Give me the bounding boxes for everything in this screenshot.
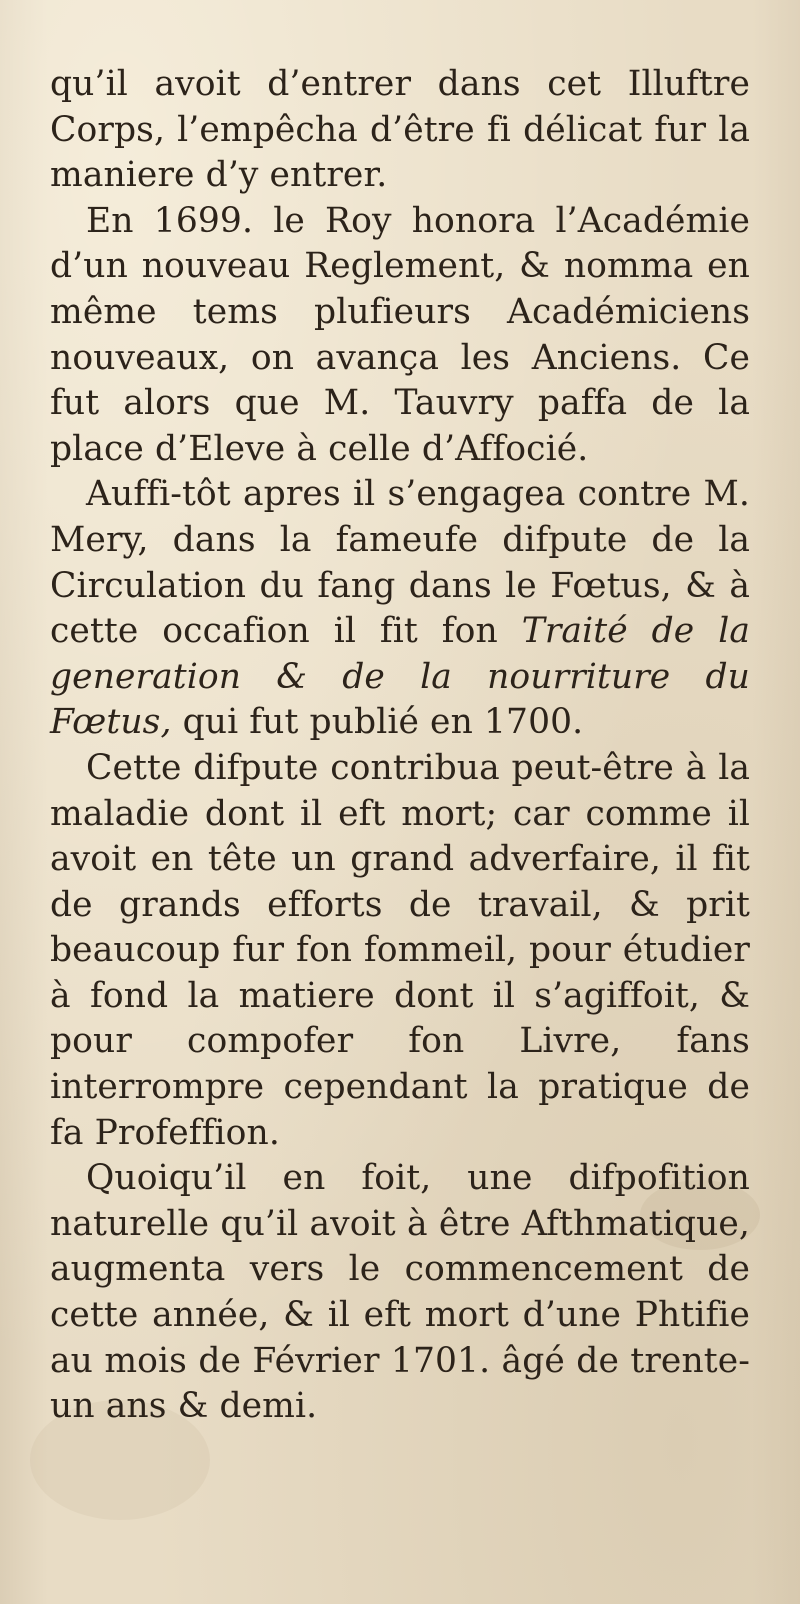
paragraph-1-text: qu’il avoit d’entrer dans cet Illuftre Corps, l’empêcha d’être fi délicat fur la maniere d’y entrer. <box>50 64 750 196</box>
paragraph-3-text-before: Auffi-tôt apres il s’engagea contre M. Mery, dans la fameufe difpute de la Circulation du fang dans le Fœtus, & à cette occafion il fit fon <box>50 474 750 652</box>
paragraph-5-text: Quoiqu’il en foit, une difpofition naturelle qu’il avoit à être Afthmatique, augmenta vers le commencement de cette année, & il eft mort d’une Phtifie au mois de Février 1701. âgé de trente-un ans & demi. <box>50 1158 750 1427</box>
paragraph-2-text: En 1699. le Roy honora l’Académie d’un nouveau Reglement, & nomma en même tems plufieurs Académiciens nouveaux, on avança les Anciens. Ce fut alors que M. Tauvry paffa de la place d’Eleve à celle d’Affocié. <box>50 200 750 469</box>
paragraph-3 <box>50 472 750 746</box>
paragraph-2 <box>50 199 750 473</box>
paragraph-4-text: Cette difpute contribua peut-être à la maladie dont il eft mort; car comme il avoit en tête un grand adverfaire, il fit de grands efforts de travail, & prit beaucoup fur fon fommeil, pour étudier à fond la matiere dont il s’agiffoit, & pour compofer fon Livre, fans interrompre cependant la pratique de fa Profeffion. <box>50 747 750 1153</box>
paragraph-3-text-after: qui fut publié en 1700. <box>171 702 584 743</box>
book-title-italic: Traité de la generation & de la nourriture du Fœtus, <box>50 611 750 743</box>
paragraph-4 <box>50 746 750 1156</box>
paragraph-1 <box>50 62 750 199</box>
page-text <box>50 62 750 1430</box>
paragraph-5 <box>50 1156 750 1430</box>
